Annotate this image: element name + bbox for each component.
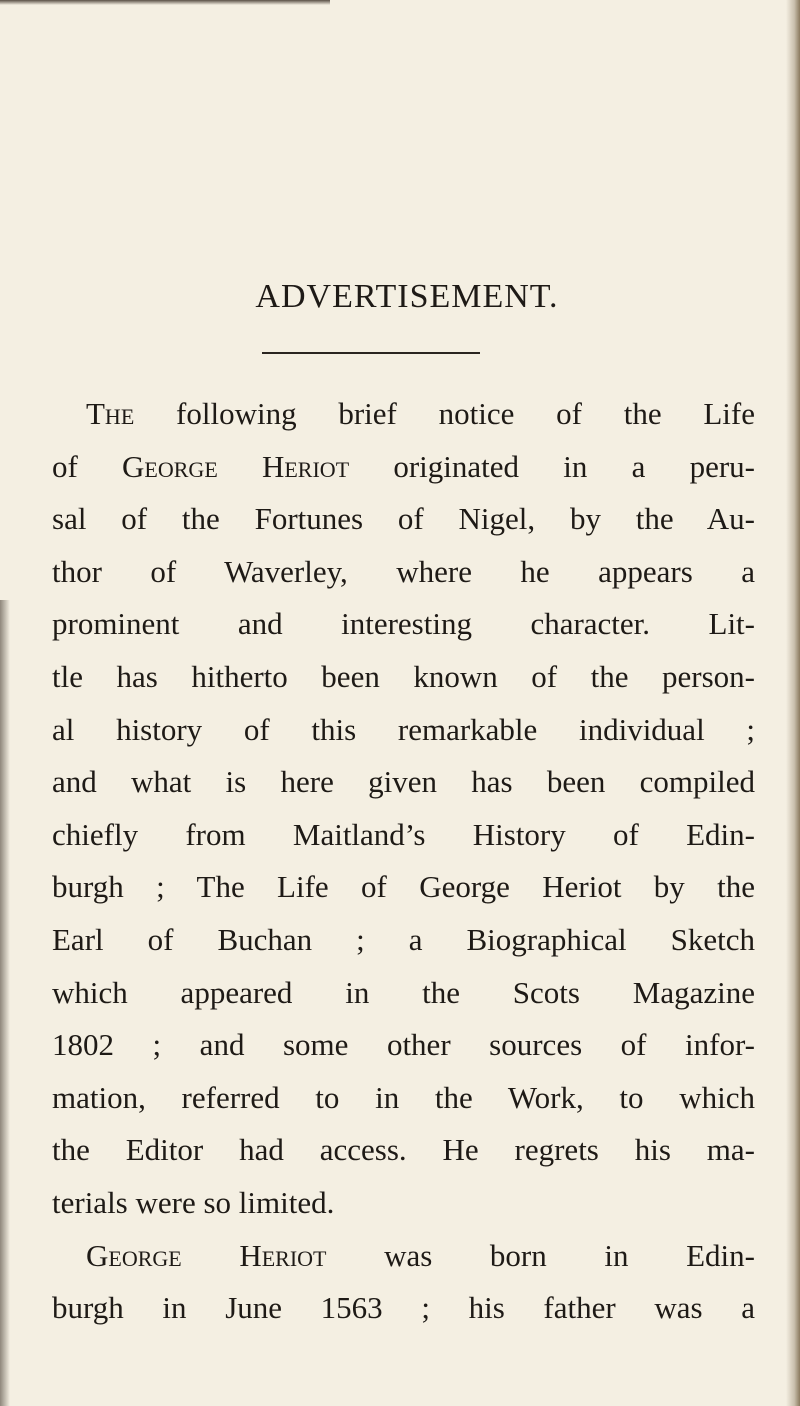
- text-line: [52, 1282, 755, 1335]
- text-line: [52, 809, 755, 862]
- text-line: [52, 756, 755, 809]
- text-line: [52, 1072, 755, 1125]
- text-line: [52, 1177, 755, 1230]
- text-line: [52, 546, 755, 599]
- text-run: following brief notice of the Life: [134, 396, 755, 431]
- text-run: terials were so limited.: [52, 1184, 335, 1220]
- text-run: originated in a peru-: [349, 448, 755, 484]
- text-line: [52, 651, 755, 704]
- text-line: [52, 914, 755, 967]
- body-text: [52, 388, 755, 1335]
- small-caps-text: The: [86, 396, 135, 431]
- text-run: which appeared in the Scots Magazine: [52, 974, 755, 1010]
- text-line: [52, 493, 755, 546]
- text-line: [52, 1124, 755, 1177]
- text-line: [52, 441, 755, 494]
- text-run: thor of Waverley, where he appears a: [52, 553, 755, 589]
- text-run: chiefly from Maitland’s History of Edin-: [52, 816, 755, 852]
- text-run: mation, referred to in the Work, to which: [52, 1079, 755, 1115]
- text-run: tle has hitherto been known of the person-: [52, 658, 755, 694]
- page-left-edge: [0, 600, 10, 1406]
- text-run: 1802 ; and some other sources of infor-: [52, 1027, 755, 1063]
- text-run: the Editor had access. He regrets his ma-: [52, 1132, 755, 1168]
- text-run: sal of the Fortunes of Nigel, by the Au-: [52, 501, 755, 537]
- text-run: and what is here given has been compiled: [52, 764, 755, 800]
- page-top-shadow: [0, 0, 330, 5]
- text-line: [52, 704, 755, 757]
- small-caps-text: George Heriot: [122, 448, 350, 484]
- text-line: [52, 861, 755, 914]
- text-run: Earl of Buchan ; a Biographical Sketch: [52, 921, 755, 957]
- small-caps-text: George Heriot: [86, 1237, 327, 1273]
- heading-rule: [262, 352, 480, 354]
- text-run: prominent and interesting character. Lit-: [52, 606, 755, 642]
- text-line: [52, 1019, 755, 1072]
- text-line: [52, 1230, 755, 1283]
- page-right-edge: [786, 0, 800, 1406]
- text-run: burgh in June 1563 ; his father was a: [52, 1290, 755, 1326]
- text-run: al history of this remarkable individual ;: [52, 711, 755, 747]
- text-line: [52, 967, 755, 1020]
- text-run: of: [52, 448, 123, 484]
- page-heading: ADVERTISEMENT.: [255, 278, 559, 315]
- text-line: [52, 598, 755, 651]
- text-run: was born in Edin-: [326, 1237, 755, 1273]
- text-line: [52, 388, 755, 441]
- text-run: burgh ; The Life of George Heriot by the: [52, 869, 755, 905]
